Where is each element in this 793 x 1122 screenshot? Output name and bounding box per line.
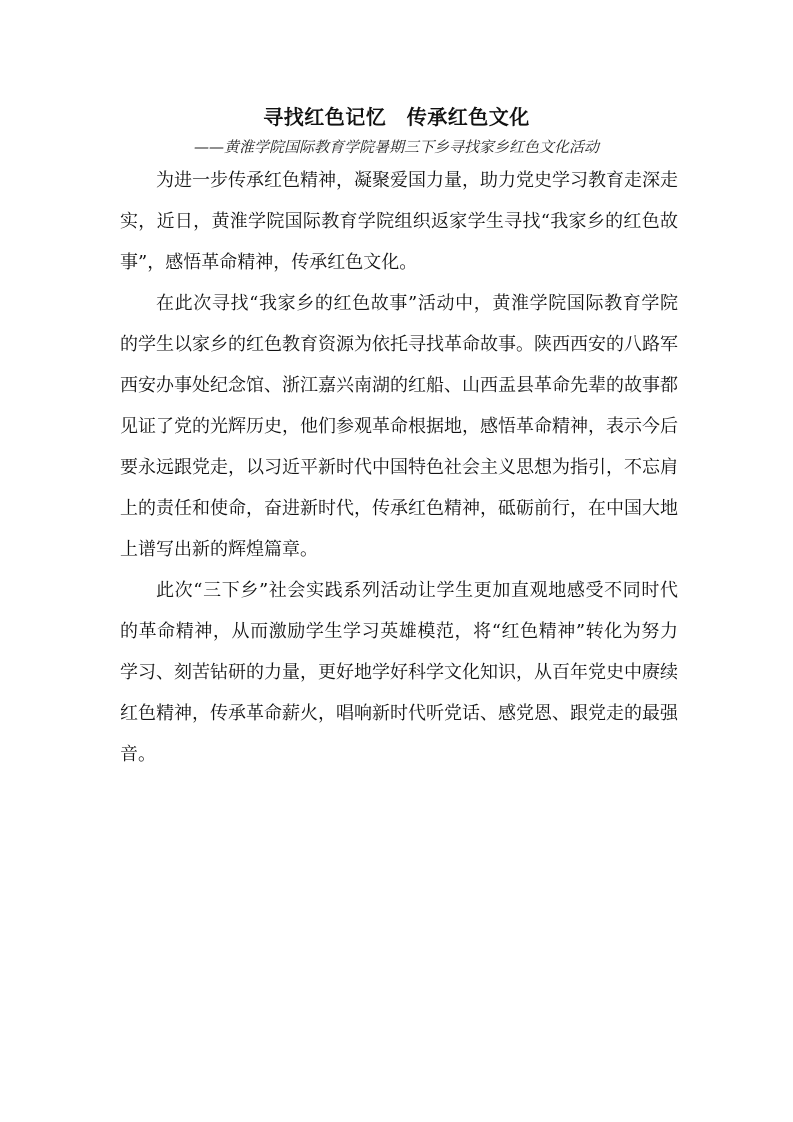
body-paragraph-3: 此次“三下乡”社会实践系列活动让学生更加直观地感受不同时代的革命精神，从而激励学生学习英雄模范，将“红色精神”转化为努力学习、刻苦钻研的力量，更好地学好科学文化知识，从百年党史中赓续红色精神，传承革命薪火，唱响新时代听党话、感党恩、跟党走的最强音。 [120, 580, 678, 765]
document-body [120, 160, 678, 775]
body-paragraph-1: 为进一步传承红色精神，凝聚爱国力量，助力党史学习教育走深走实，近日，黄淮学院国际教育学院组织返家学生寻找“我家乡的红色故事”，感悟革命精神，传承红色文化。 [120, 170, 678, 273]
document-title: 寻找红色记忆 传承红色文化 [263, 105, 530, 129]
body-paragraph-2: 在此次寻找“我家乡的红色故事”活动中，黄淮学院国际教育学院的学生以家乡的红色教育资源为依托寻找革命故事。陕西西安的八路军西安办事处纪念馆、浙江嘉兴南湖的红船、山西盂县革命先辈的故事都见证了党的光辉历史，他们参观革命根据地，感悟革命精神，表示今后要永远跟党走，以习近平新时代中国特色社会主义思想为指引，不忘肩上的责任和使命，奋进新时代，传承红色精神，砥砺前行，在中国大地上谱写出新的辉煌篇章。 [120, 293, 678, 560]
document-subtitle: ——黄淮学院国际教育学院暑期三下乡寻找家乡红色文化活动 [193, 138, 599, 156]
